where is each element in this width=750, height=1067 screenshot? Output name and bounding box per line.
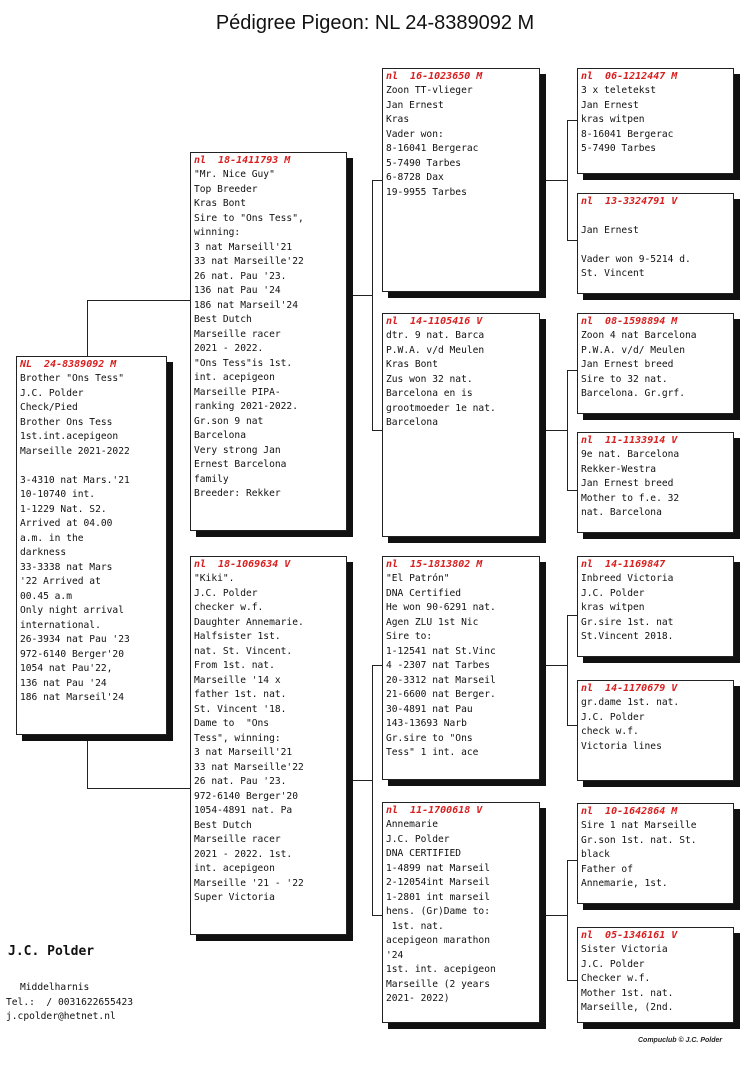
note-line: 1-1229 Nat. S2. — [20, 503, 107, 515]
connector — [87, 788, 191, 789]
note-line: 33-3338 nat Mars — [20, 561, 113, 573]
note-line: 1st.int.acepigeon — [20, 431, 119, 442]
pedigree-notes — [386, 572, 536, 761]
note-line: 5-7490 Tarbes — [581, 143, 657, 154]
note-line: Barcelona. Gr.grf. — [581, 388, 685, 399]
note-line: Super Victoria — [194, 892, 275, 903]
note-line: He won 90-6291 nat. — [386, 602, 496, 613]
note-line: Barcelona en is — [386, 388, 473, 399]
pedigree-notes — [581, 209, 730, 282]
ring-number: nl 05-1346161 V — [581, 930, 678, 941]
note-line: 19-9955 Tarbes — [386, 186, 467, 198]
note-line: J.C. Polder — [581, 711, 645, 723]
note-line: Checker w.f. — [581, 973, 651, 984]
note-line: Jan Ernest — [581, 99, 639, 111]
note-line: "Ons Tess"is 1st. — [194, 357, 293, 369]
note-line: Sister Victoria — [581, 944, 668, 955]
note-line: St. Vincent — [581, 268, 645, 279]
ggparent-card-ssd — [577, 193, 734, 294]
note-line: international. — [20, 619, 101, 631]
page-title: Pédigree Pigeon: NL 24-8389092 M — [215, 12, 535, 34]
connector — [372, 430, 382, 431]
subject-pigeon-card — [16, 356, 167, 735]
note-line: Top Breeder — [194, 183, 258, 195]
note-line: Father of — [581, 863, 633, 875]
note-line: 00.45 a.m — [20, 590, 72, 602]
ggparent-card-sdd — [577, 432, 734, 533]
grandsire-paternal-card — [382, 68, 540, 292]
note-line: Sire to: — [386, 631, 433, 642]
owner-name: J.C. Polder — [8, 944, 95, 959]
note-line: Jan Ernest breed — [581, 478, 674, 489]
note-line: winning: — [194, 227, 241, 238]
note-line: 1st. int. acepigeon — [386, 964, 496, 975]
note-line: Vader won: — [386, 128, 444, 140]
note-line: Halfsister 1st. — [194, 631, 281, 642]
pedigree-notes — [581, 819, 730, 892]
note-line: 8-16041 Bergerac — [581, 128, 674, 140]
note-line: a.m. in the — [20, 532, 84, 544]
pedigree-notes — [581, 448, 730, 521]
pedigree-notes — [386, 818, 536, 1007]
owner-contact — [6, 981, 133, 1025]
connector — [539, 915, 567, 916]
note-line: ranking 2021-2022. — [194, 401, 298, 412]
note-line: P.W.A. v/d Meulen — [386, 344, 485, 356]
note-line: Ernest Barcelona — [194, 459, 287, 470]
note-line: 21-6600 nat Berger. — [386, 689, 496, 700]
note-line: Sire to "Ons Tess", — [194, 212, 304, 224]
note-line: Barcelona — [194, 430, 246, 441]
note-line — [581, 238, 730, 253]
note-line: J.C. Polder — [194, 587, 258, 599]
note-line: 9e nat. Barcelona — [581, 449, 680, 460]
note-line: Zoon TT-vlieger — [386, 85, 473, 96]
footer-credit: Compuclub © J.C. Polder — [638, 1037, 723, 1044]
note-line: Dame to "Ons — [194, 718, 270, 729]
note-line: J.C. Polder — [581, 587, 645, 599]
note-line: Jan Ernest — [386, 99, 444, 111]
note-line: check w.f. — [581, 726, 639, 737]
connector — [87, 735, 88, 788]
connector — [372, 180, 373, 430]
note-line: 10-10740 int. — [20, 489, 96, 500]
granddam-maternal-card — [382, 802, 540, 1023]
note-line: "Kiki". — [194, 573, 235, 584]
note-line: Barcelona — [386, 417, 438, 428]
note-line: darkness — [20, 547, 67, 558]
connector — [372, 665, 373, 915]
note-line: Vader won 9-5214 d. — [581, 253, 691, 265]
note-line: Zus won 32 nat. — [386, 373, 473, 385]
pedigree-notes — [581, 84, 730, 157]
ggparent-card-sss — [577, 68, 734, 174]
note-line: 2021- 2022) — [386, 993, 450, 1004]
connector — [567, 120, 568, 240]
note-line: 1-2801 int marseil — [386, 891, 490, 903]
ring-number: nl 15-1813802 M — [386, 559, 483, 570]
note-line: 3-4310 nat Mars.'21 — [20, 474, 130, 486]
pedigree-notes — [581, 943, 730, 1016]
note-line: From 1st. nat. — [194, 660, 275, 671]
note-line: Marseille racer — [194, 834, 281, 845]
pedigree-notes — [194, 168, 343, 502]
note-line: 20-3312 nat Marseil — [386, 674, 496, 686]
note-line: Best Dutch — [194, 819, 252, 831]
connector — [567, 980, 577, 981]
note-line: 1st. nat. — [386, 920, 444, 932]
ggparent-card-sds — [577, 313, 734, 414]
note-line: 136 nat Pau '24 — [20, 677, 107, 689]
connector — [567, 725, 577, 726]
note-line: 1-4899 nat Marseil — [386, 862, 490, 874]
note-line: 1054-4891 nat. Pa — [194, 805, 293, 816]
note-line: Marseille, (2nd. — [581, 1002, 674, 1013]
ring-number: nl 18-1411793 M — [194, 155, 291, 166]
note-line: 972-6140 Berger'20 — [194, 790, 298, 802]
connector — [567, 120, 577, 121]
pedigree-notes — [581, 572, 730, 645]
note-line: Arrived at 04.00 — [20, 518, 113, 529]
note-line: kras witpen — [581, 114, 645, 125]
ring-number: nl 08-1598894 M — [581, 316, 678, 327]
connector — [372, 665, 382, 666]
note-line: 186 nat Marseil'24 — [20, 692, 124, 703]
ggparent-card-dss — [577, 556, 734, 657]
connector — [87, 300, 88, 356]
note-line: Rekker-Westra — [581, 463, 657, 475]
granddam-paternal-card — [382, 313, 540, 537]
note-line: 1054 nat Pau'22, — [20, 663, 113, 674]
sire-card — [190, 152, 347, 531]
note-line: Brother Ons Tess — [20, 416, 113, 428]
note-line: Gr.sire 1st. nat — [581, 616, 674, 628]
ring-number: nl 18-1069634 V — [194, 559, 291, 570]
note-line: dtr. 9 nat. Barca — [386, 330, 485, 341]
owner-phone: Tel.: / 0031622655423 — [6, 996, 134, 1008]
note-line: Zoon 4 nat Barcelona — [581, 330, 697, 341]
note-line: Daughter Annemarie. — [194, 616, 304, 628]
connector — [567, 860, 568, 980]
connector — [372, 915, 382, 916]
note-line: P.W.A. v/d/ Meulen — [581, 344, 685, 356]
pedigree-notes — [581, 329, 730, 402]
note-line: 3 nat Marseill'21 — [194, 747, 293, 758]
note-line: Marseille '21 - '22 — [194, 877, 304, 889]
note-line: kras witpen — [581, 602, 645, 613]
note-line: nat. Barcelona — [581, 507, 662, 518]
note-line: 2021 - 2022. 1st. — [194, 848, 293, 860]
ggparent-card-ddd — [577, 927, 734, 1023]
note-line: 26 nat. Pau '23. — [194, 776, 287, 787]
note-line: Annemarie, 1st. — [581, 878, 668, 889]
ggparent-card-dds — [577, 803, 734, 904]
connector — [539, 430, 567, 431]
note-line: Kras — [386, 114, 410, 125]
note-line: 6-8728 Dax — [386, 172, 444, 183]
dam-card — [190, 556, 347, 935]
note-line: 2021 - 2022. — [194, 343, 264, 354]
note-line: Tess" 1 int. ace — [386, 747, 479, 758]
note-line: hens. (Gr)Dame to: — [386, 906, 490, 917]
note-line: 972-6140 Berger'20 — [20, 648, 124, 660]
note-line: Gr.son 9 nat — [194, 415, 264, 427]
note-line: Annemarie — [386, 819, 438, 830]
note-line: Breeder: Rekker — [194, 488, 281, 499]
note-line: Marseille '14 x — [194, 674, 281, 686]
note-line: '22 Arrived at — [20, 576, 101, 587]
note-line: Kras Bont — [194, 198, 246, 209]
note-line: Marseille PIPA- — [194, 386, 281, 398]
note-line: acepigeon marathon — [386, 935, 490, 946]
note-line: 2-12054int Marseil — [386, 877, 490, 888]
note-line: 136 nat Pau '24 — [194, 285, 281, 296]
note-line — [20, 459, 163, 474]
ring-number: nl 14-1169847 — [581, 559, 666, 570]
ggparent-card-dsd — [577, 680, 734, 781]
note-line: Sire to 32 nat. — [581, 373, 668, 385]
connector — [539, 665, 567, 666]
pedigree-notes — [194, 572, 343, 906]
note-line: Only night arrival — [20, 605, 124, 616]
connector — [567, 490, 577, 491]
note-line: J.C. Polder — [581, 958, 645, 970]
note-line: Gr.sire to "Ons — [386, 732, 473, 744]
note-line: DNA CERTIFIED — [386, 848, 462, 859]
note-line: Best Dutch — [194, 314, 252, 325]
note-line: Brother "Ons Tess" — [20, 373, 124, 384]
pedigree-notes — [581, 696, 730, 754]
note-line: Mother 1st. nat. — [581, 987, 674, 999]
ring-number: nl 11-1133914 V — [581, 435, 678, 446]
note-line: 30-4891 nat Pau — [386, 703, 473, 715]
note-line: 26-3934 nat Pau '23 — [20, 634, 130, 645]
ring-number: NL 24-8389092 M — [20, 359, 117, 370]
connector — [87, 300, 191, 301]
ring-number: nl 14-1170679 V — [581, 683, 678, 694]
note-line: Very strong Jan — [194, 444, 281, 456]
note-line: "Mr. Nice Guy" — [194, 169, 275, 180]
connector — [372, 180, 382, 181]
connector — [567, 240, 577, 241]
note-line: Mother to f.e. 32 — [581, 492, 680, 504]
note-line: St.Vincent 2018. — [581, 631, 674, 642]
note-line: Kras Bont — [386, 359, 438, 370]
note-line: Victoria lines — [581, 740, 662, 752]
note-line: 26 nat. Pau '23. — [194, 270, 287, 282]
note-line: checker w.f. — [194, 602, 264, 613]
note-line: 5-7490 Tarbes — [386, 157, 462, 169]
connector — [567, 370, 577, 371]
note-line: J.C. Polder — [20, 387, 84, 399]
note-line: Marseille (2 years — [386, 978, 490, 990]
note-line: grootmoeder 1e nat. — [386, 402, 496, 414]
note-line: 8-16041 Bergerac — [386, 143, 479, 154]
note-line: Tess", winning: — [194, 732, 281, 744]
note-line: '24 — [386, 949, 404, 961]
connector — [567, 860, 577, 861]
note-line: 143-13693 Narb — [386, 718, 467, 729]
note-line: 186 nat Marseil'24 — [194, 299, 298, 311]
pedigree-notes — [386, 84, 536, 200]
note-line: 33 nat Marseille'22 — [194, 256, 304, 267]
note-line: "El Patrón" — [386, 573, 450, 584]
grandsire-maternal-card — [382, 556, 540, 780]
note-line: family — [194, 473, 229, 485]
ring-number: nl 06-1212447 M — [581, 71, 678, 82]
note-line: St. Vincent '18. — [194, 703, 287, 715]
owner-email: j.cpolder@hetnet.nl — [6, 1011, 116, 1022]
note-line: Sire 1 nat Marseille — [581, 820, 697, 831]
note-line: int. acepigeon — [194, 863, 275, 874]
connector — [567, 370, 568, 490]
note-line: Gr.son 1st. nat. St. — [581, 834, 697, 846]
connector — [346, 295, 372, 296]
note-line: Check/Pied — [20, 402, 78, 413]
connector — [539, 180, 567, 181]
owner-city: Middelharnis — [20, 982, 90, 993]
note-line: gr.dame 1st. nat. — [581, 697, 680, 708]
note-line: Jan Ernest — [581, 224, 639, 236]
note-line: Inbreed Victoria — [581, 573, 674, 584]
ring-number: nl 14-1105416 V — [386, 316, 483, 327]
note-line: Jan Ernest breed — [581, 359, 674, 370]
connector — [567, 615, 577, 616]
note-line: DNA Certified — [386, 587, 462, 599]
note-line: int. acepigeon — [194, 372, 275, 383]
pedigree-notes — [386, 329, 536, 431]
pedigree-notes — [20, 372, 163, 706]
note-line: 1-12541 nat St.Vinc — [386, 645, 496, 657]
connector — [567, 615, 568, 725]
connector — [346, 780, 372, 781]
ring-number: nl 11-1700618 V — [386, 805, 483, 816]
note-line: Agen ZLU 1st Nic — [386, 616, 479, 628]
note-line: father 1st. nat. — [194, 689, 287, 700]
note-line: nat. St. Vincent. — [194, 645, 293, 657]
note-line: 4 -2307 nat Tarbes — [386, 660, 490, 671]
ring-number: nl 16-1023650 M — [386, 71, 483, 82]
note-line: Marseille 2021-2022 — [20, 445, 130, 457]
note-line: 33 nat Marseille'22 — [194, 761, 304, 773]
note-line — [581, 209, 730, 224]
note-line: black — [581, 849, 610, 860]
ring-number: nl 10-1642864 M — [581, 806, 678, 817]
note-line: J.C. Polder — [386, 833, 450, 845]
note-line: Marseille racer — [194, 328, 281, 340]
ring-number: nl 13-3324791 V — [581, 196, 678, 207]
note-line: 3 nat Marseill'21 — [194, 241, 293, 253]
note-line: 3 x teletekst — [581, 85, 657, 96]
